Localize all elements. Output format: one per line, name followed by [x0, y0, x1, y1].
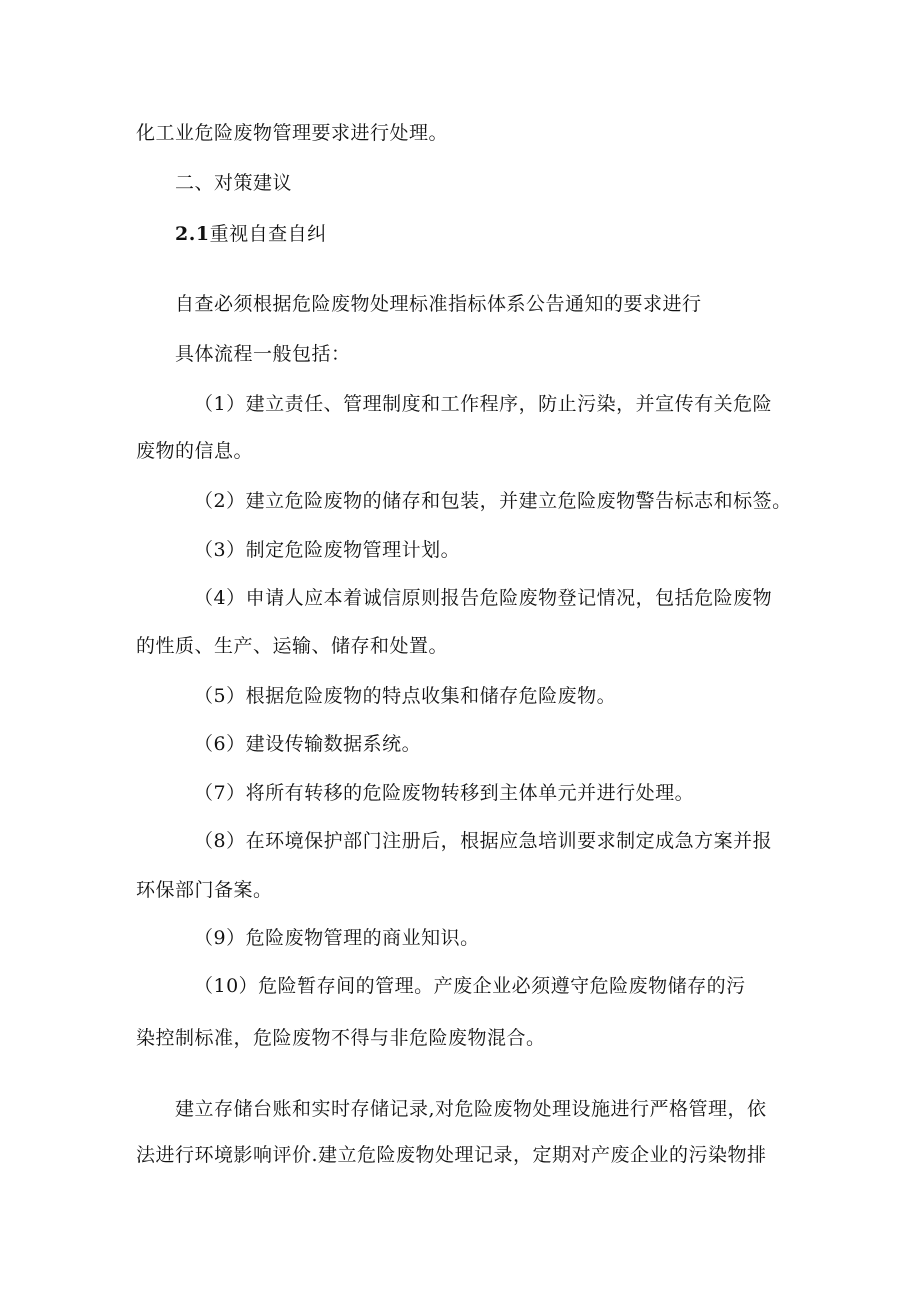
text-line: 化工业危险废物管理要求进行处理。 [136, 122, 449, 144]
list-item: （3）制定危险废物管理计划。 [194, 539, 461, 561]
list-item: （1）建立责任、管理制度和工作程序，防止污染，并宣传有关危险 [194, 393, 773, 415]
list-item: （7）将所有转移的危险废物转移到主体单元并进行处理。 [194, 782, 695, 804]
text-line: 染控制标准，危险废物不得与非危险废物混合。 [136, 1027, 546, 1049]
list-item: （5）根据危险废物的特点收集和储存危险废物。 [194, 685, 617, 707]
list-item: （9）危险废物管理的商业知识。 [194, 927, 480, 949]
paragraph-line: 法进行环境影响评价.建立危险废物处理记录，定期对产废企业的污染物排 [136, 1144, 767, 1166]
text-line: 自查必须根据危险废物处理标准指标体系公告通知的要求进行 [175, 293, 702, 315]
text-line: 环保部门备案。 [136, 879, 273, 901]
paragraph-line: 建立存储台账和实时存储记录,对危险废物处理设施进行严格管理，依 [175, 1098, 767, 1120]
subsection-number: 2.1 [175, 223, 210, 245]
subsection-title: 重视自查自纠 [209, 223, 327, 245]
list-item: （8）在环境保护部门注册后，根据应急培训要求制定成急方案并报 [194, 830, 773, 852]
text-line: 废物的信息。 [136, 440, 254, 462]
text-line: 具体流程一般包括： [175, 343, 351, 365]
list-item: （6）建设传输数据系统。 [194, 733, 422, 755]
list-item: （2）建立危险废物的储存和包装，并建立危险废物警告标志和标签。 [194, 490, 792, 512]
subsection-heading [175, 222, 327, 246]
section-heading: 二、对策建议 [175, 172, 293, 194]
list-item: （10）危险暂存间的管理。产废企业必须遵守危险废物储存的污 [194, 975, 746, 997]
list-item: （4）申请人应本着诚信原则报告危险废物登记情况，包括危险废物 [194, 587, 773, 609]
text-line: 的性质、生产、运输、储存和处置。 [136, 635, 449, 657]
